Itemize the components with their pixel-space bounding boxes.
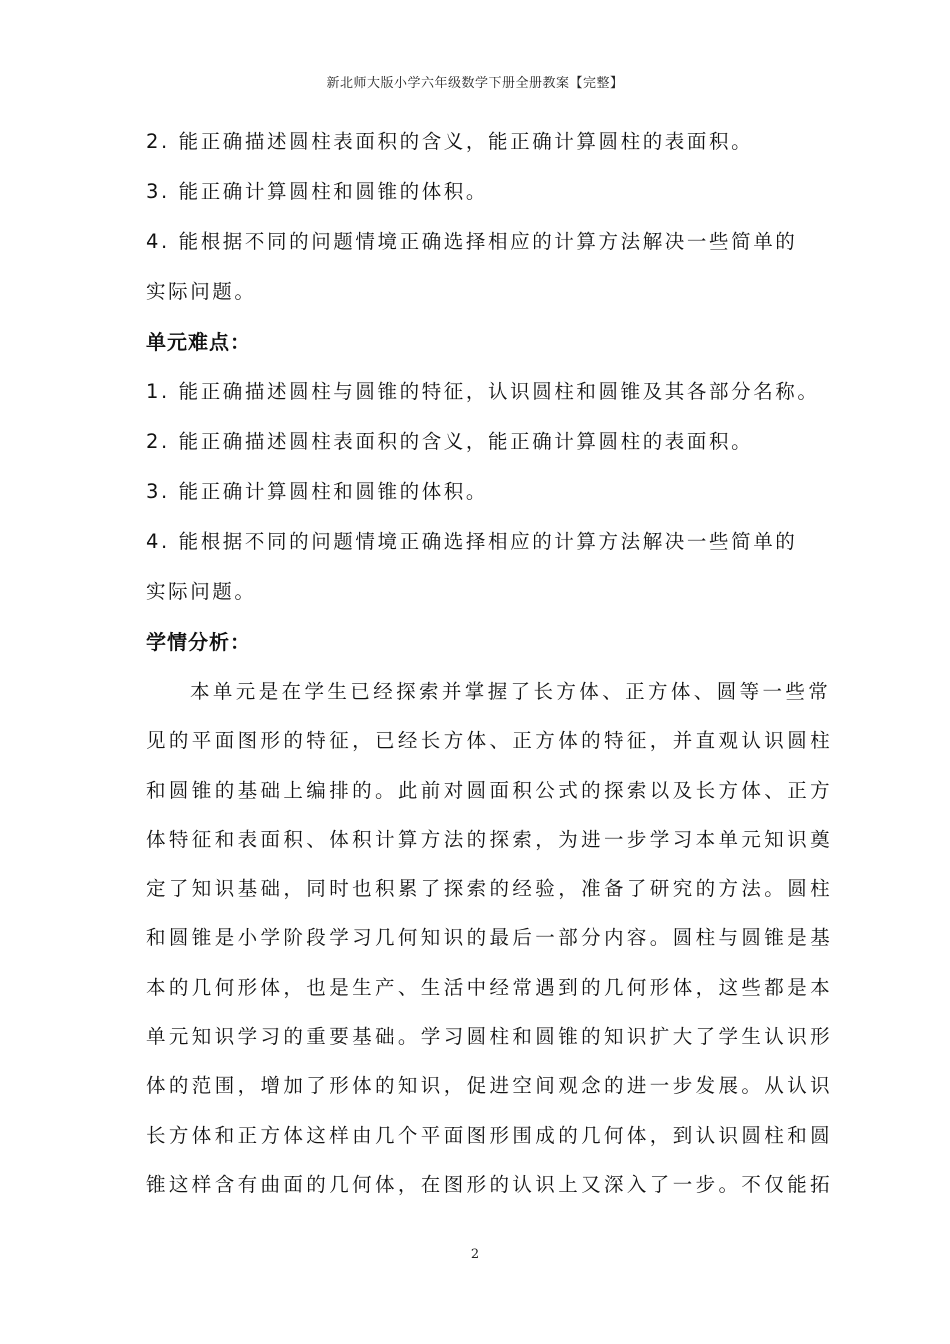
paragraph-line: 本的几何形体，也是生产、生活中经常遇到的几何形体，这些都是本 [146, 975, 834, 999]
difficulty-item: 2. 能正确描述圆柱表面积的含义，能正确计算圆柱的表面积。 [146, 430, 754, 453]
paragraph-line: 体特征和表面积、体积计算方法的探索，为进一步学习本单元知识奠 [146, 827, 834, 851]
body-text [146, 117, 834, 1209]
page-number: 2 [470, 1247, 480, 1262]
goal-item: 4. 能根据不同的问题情境正确选择相应的计算方法解决一些简单的 [146, 230, 798, 253]
paragraph-line: 本单元是在学生已经探索并掌握了长方体、正方体、圆等一些常 [190, 680, 832, 703]
paragraph-line: 和圆锥是小学阶段学习几何知识的最后一部分内容。圆柱与圆锥是基 [146, 926, 834, 950]
paragraph-line: 定了知识基础，同时也积累了探索的经验，准备了研究的方法。圆柱 [146, 877, 834, 901]
paragraph-line: 体的范围，增加了形体的知识，促进空间观念的进一步发展。从认识 [146, 1074, 834, 1098]
paragraph-line: 和圆锥的基础上编排的。此前对圆面积公式的探索以及长方体、正方 [146, 778, 834, 802]
goal-item-continuation: 实际问题。 [146, 280, 257, 303]
difficulty-item: 3. 能正确计算圆柱和圆锥的体积。 [146, 480, 489, 503]
goal-item: 3. 能正确计算圆柱和圆锥的体积。 [146, 180, 489, 203]
paragraph-line: 见的平面图形的特征，已经长方体、正方体的特征，并直观认识圆柱 [146, 729, 834, 753]
paragraph-line: 长方体和正方体这样由几个平面图形围成的几何体，到认识圆柱和圆 [146, 1123, 834, 1147]
section-heading-analysis: 学情分析： [146, 630, 251, 654]
difficulty-item: 4. 能根据不同的问题情境正确选择相应的计算方法解决一些简单的 [146, 530, 798, 553]
goal-item: 2. 能正确描述圆柱表面积的含义，能正确计算圆柱的表面积。 [146, 130, 754, 153]
running-header: 新北师大版小学六年级数学下册全册教案【完整】 [326, 76, 624, 91]
paragraph-line: 单元知识学习的重要基础。学习圆柱和圆锥的知识扩大了学生认识形 [146, 1025, 834, 1049]
section-heading-difficulties: 单元难点： [146, 330, 251, 354]
paragraph-line: 锥这样含有曲面的几何体，在图形的认识上又深入了一步。不仅能拓 [146, 1172, 834, 1196]
difficulty-item-continuation: 实际问题。 [146, 580, 257, 603]
difficulty-item: 1. 能正确描述圆柱与圆锥的特征，认识圆柱和圆锥及其各部分名称。 [146, 380, 820, 403]
